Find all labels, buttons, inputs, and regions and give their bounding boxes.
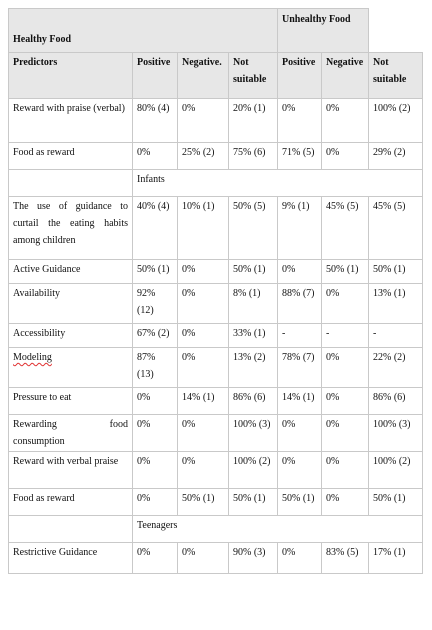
group-label: Teenagers [133, 516, 423, 543]
table-row [9, 99, 423, 143]
table-cell: 67% (2) [133, 324, 178, 348]
table-cell: 0% [322, 348, 369, 388]
table-cell: 0% [133, 415, 178, 452]
predictor-label-text: The use of guidance to curtail the eating habits among children [13, 201, 128, 246]
table-cell: - [369, 324, 423, 348]
predictor-label [9, 543, 133, 574]
group-spacer-cell [9, 170, 133, 197]
predictor-label-text: Availability [13, 288, 61, 299]
table-cell: 50% (1) [322, 260, 369, 284]
predictor-label-text: Restrictive Guidance [13, 547, 98, 558]
table-cell: 50% (5) [229, 197, 278, 260]
table-cell: - [278, 324, 322, 348]
table-cell: 17% (1) [369, 543, 423, 574]
col-header-unhealthy-negative: Negative [322, 53, 369, 99]
predictor-label-text: Active Guidance [13, 264, 81, 275]
table-cell: 0% [322, 284, 369, 324]
table-cell: 33% (1) [229, 324, 278, 348]
table-cell: 50% (1) [229, 260, 278, 284]
predictor-label [9, 99, 133, 143]
table-cell: 0% [178, 324, 229, 348]
table-cell: 0% [178, 452, 229, 489]
predictor-label-text: Accessibility [13, 328, 66, 339]
table-cell: 0% [322, 143, 369, 170]
predictor-label [9, 143, 133, 170]
table-cell: 25% (2) [178, 143, 229, 170]
table-cell: 10% (1) [178, 197, 229, 260]
table-cell: 0% [322, 452, 369, 489]
table-cell: 40% (4) [133, 197, 178, 260]
table-cell: 80% (4) [133, 99, 178, 143]
table-row [9, 284, 423, 324]
table-cell: 0% [278, 260, 322, 284]
predictor-label [9, 415, 133, 452]
table-cell: 22% (2) [369, 348, 423, 388]
predictor-label-text: Modeling [13, 352, 52, 363]
table-cell: 0% [178, 348, 229, 388]
table-cell: 50% (1) [278, 489, 322, 516]
healthy-food-header: Healthy Food [9, 9, 278, 53]
table-cell: 45% (5) [369, 197, 423, 260]
predictor-label-text: Reward with praise (verbal) [13, 103, 125, 114]
table-cell: 0% [133, 388, 178, 415]
table-cell: 100% (2) [369, 99, 423, 143]
table-cell: 86% (6) [229, 388, 278, 415]
col-header-healthy-negative: Negative. [178, 53, 229, 99]
table-row [9, 388, 423, 415]
predictor-label [9, 489, 133, 516]
table-cell: 0% [133, 143, 178, 170]
col-header-healthy-not-suitable: Not suitable [229, 53, 278, 99]
table-cell: 0% [178, 260, 229, 284]
table-body [9, 9, 423, 574]
predictor-label [9, 197, 133, 260]
predictor-label [9, 324, 133, 348]
table-cell: 87% (13) [133, 348, 178, 388]
table-cell: 71% (5) [278, 143, 322, 170]
table-cell: 0% [133, 543, 178, 574]
col-header-unhealthy-not-suitable: Not suitable [369, 53, 423, 99]
predictor-label [9, 388, 133, 415]
table-cell: 0% [322, 99, 369, 143]
table-cell: 0% [178, 543, 229, 574]
table-cell: 13% (1) [369, 284, 423, 324]
table-row [9, 260, 423, 284]
group-row [9, 516, 423, 543]
document-page [8, 8, 423, 574]
table-cell: 0% [278, 543, 322, 574]
table-cell: 100% (2) [229, 452, 278, 489]
table-row [9, 143, 423, 170]
table-cell: 0% [133, 489, 178, 516]
col-header-unhealthy-positive: Positive [278, 53, 322, 99]
table-cell: 0% [178, 99, 229, 143]
header-blank-cell [369, 9, 423, 53]
table-row [9, 197, 423, 260]
table-cell: 50% (1) [229, 489, 278, 516]
table-cell: 14% (1) [178, 388, 229, 415]
table-cell: 13% (2) [229, 348, 278, 388]
table-cell: 100% (3) [229, 415, 278, 452]
predictors-header: Predictors [9, 53, 133, 99]
predictor-label-text: Food as reward [13, 493, 75, 504]
table-cell: - [322, 324, 369, 348]
predictor-label-text: Rewarding food consumption [13, 419, 128, 447]
table-cell: 29% (2) [369, 143, 423, 170]
table-cell: 0% [322, 415, 369, 452]
group-label: Infants [133, 170, 423, 197]
predictor-label-text: Pressure to eat [13, 392, 72, 403]
table-cell: 75% (6) [229, 143, 278, 170]
table-cell: 0% [322, 489, 369, 516]
table-cell: 0% [178, 284, 229, 324]
table-row [9, 415, 423, 452]
table-row [9, 452, 423, 489]
category-header-row [9, 9, 423, 53]
table-cell: 50% (1) [133, 260, 178, 284]
table-cell: 90% (3) [229, 543, 278, 574]
table-cell: 9% (1) [278, 197, 322, 260]
table-cell: 0% [278, 99, 322, 143]
table-cell: 45% (5) [322, 197, 369, 260]
group-spacer-cell [9, 516, 133, 543]
table-cell: 0% [178, 415, 229, 452]
table-cell: 78% (7) [278, 348, 322, 388]
table-cell: 100% (3) [369, 415, 423, 452]
table-cell: 0% [278, 452, 322, 489]
predictor-label [9, 452, 133, 489]
table-cell: 20% (1) [229, 99, 278, 143]
table-cell: 8% (1) [229, 284, 278, 324]
table-cell: 50% (1) [178, 489, 229, 516]
table-cell: 0% [322, 388, 369, 415]
table-cell: 100% (2) [369, 452, 423, 489]
table-cell: 50% (1) [369, 489, 423, 516]
unhealthy-food-header: Unhealthy Food [278, 9, 369, 53]
column-header-row [9, 53, 423, 99]
table-cell: 92% (12) [133, 284, 178, 324]
predictor-label-text: Reward with verbal praise [13, 456, 119, 467]
predictors-table [8, 8, 423, 574]
col-header-healthy-positive: Positive [133, 53, 178, 99]
table-row [9, 324, 423, 348]
table-cell: 88% (7) [278, 284, 322, 324]
table-cell: 14% (1) [278, 388, 322, 415]
predictor-label [9, 348, 133, 388]
table-cell: 86% (6) [369, 388, 423, 415]
table-row [9, 348, 423, 388]
predictor-label-text: Food as reward [13, 147, 75, 158]
predictor-label [9, 260, 133, 284]
table-row [9, 489, 423, 516]
group-row [9, 170, 423, 197]
table-cell: 0% [133, 452, 178, 489]
predictor-label [9, 284, 133, 324]
table-cell: 0% [278, 415, 322, 452]
table-cell: 83% (5) [322, 543, 369, 574]
table-row [9, 543, 423, 574]
table-cell: 50% (1) [369, 260, 423, 284]
